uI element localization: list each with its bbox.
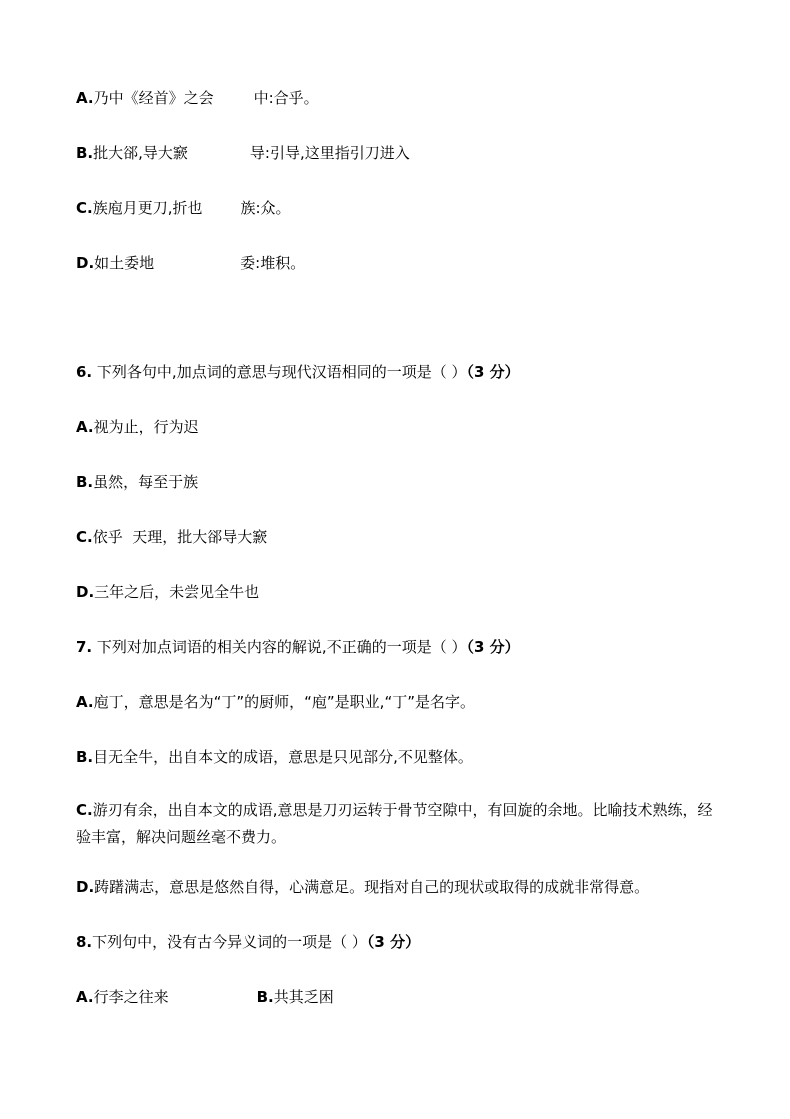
q6-option-a xyxy=(76,417,199,437)
q5-option-b xyxy=(76,143,410,163)
option-letter: D. xyxy=(76,878,95,896)
q7-option-c xyxy=(76,797,726,851)
question-text: 下列各句中,加点词的意思与现代汉语相同的一项是（ ） xyxy=(96,363,467,381)
q7-option-b xyxy=(76,747,473,767)
option-letter: A. xyxy=(76,693,94,711)
q5-option-d xyxy=(76,253,305,273)
q5-option-a xyxy=(76,88,319,108)
question-score: （3 分） xyxy=(466,363,520,381)
question-text: 下列对加点词语的相关内容的解说,不正确的一项是（ ） xyxy=(96,638,467,656)
option-letter: C. xyxy=(76,801,93,819)
option-letter: B. xyxy=(256,988,274,1006)
option-letter: A. xyxy=(76,988,94,1006)
option-text: 庖丁，意思是名为“丁”的厨师，“庖”是职业,“丁”是名字。 xyxy=(93,693,475,711)
option-text: 游刃有余，出自本文的成语,意思是刀刃运转于骨节空隙中，有回旋的余地。比喻技术熟练，经验丰富，解决问题丝毫不费力。 xyxy=(76,801,713,846)
q7-option-d xyxy=(76,877,649,897)
option-text: 三年之后，未尝见全牛也 xyxy=(94,583,260,601)
question-7-stem xyxy=(76,637,520,657)
option-text: 乃中《经首》之会 xyxy=(93,89,214,107)
question-8-stem xyxy=(76,932,420,952)
option-letter: C. xyxy=(76,528,93,546)
question-number: 8. xyxy=(76,933,93,951)
option-text: 依乎 天理，批大郤导大窾 xyxy=(92,528,268,546)
question-score: （3 分） xyxy=(366,933,421,951)
q6-option-b xyxy=(76,472,198,492)
q6-option-c xyxy=(76,527,267,547)
question-number: 6. xyxy=(76,363,93,381)
option-letter: B. xyxy=(76,748,94,766)
option-text: 踌躇满志，意思是悠然自得，心满意足。现指对自己的现状或取得的成就非常得意。 xyxy=(94,878,650,896)
q6-option-d xyxy=(76,582,259,602)
option-note: 委:堆积。 xyxy=(240,254,306,272)
option-text: 如土委地 xyxy=(94,254,155,272)
option-text: 行李之往来 xyxy=(93,988,169,1006)
q8-options-row xyxy=(76,987,334,1007)
option-note: 族:众。 xyxy=(240,199,291,217)
option-text: 批大郤,导大窾 xyxy=(93,144,188,162)
option-letter: C. xyxy=(76,199,93,217)
option-note: 导:引导,这里指引刀进入 xyxy=(249,144,410,162)
question-6-stem xyxy=(76,362,520,382)
option-text: 目无全牛，出自本文的成语，意思是只见部分,不见整体。 xyxy=(93,748,473,766)
option-letter: B. xyxy=(76,473,94,491)
option-text: 虽然，每至于族 xyxy=(93,473,199,491)
q5-option-c xyxy=(76,198,291,218)
option-letter: D. xyxy=(76,254,95,272)
option-letter: A. xyxy=(76,418,94,436)
question-number: 7. xyxy=(76,638,93,656)
option-text: 族庖月更刀,折也 xyxy=(92,199,203,217)
option-letter: B. xyxy=(76,144,94,162)
option-text: 视为止，行为迟 xyxy=(93,418,199,436)
option-note: 中:合乎。 xyxy=(253,89,319,107)
option-letter: A. xyxy=(76,89,94,107)
question-text: 下列句中，没有古今异义词的一项是（ ） xyxy=(92,933,367,951)
question-score: （3 分） xyxy=(466,638,520,656)
q7-option-a xyxy=(76,692,475,712)
option-text: 共其乏困 xyxy=(273,988,334,1006)
option-letter: D. xyxy=(76,583,95,601)
